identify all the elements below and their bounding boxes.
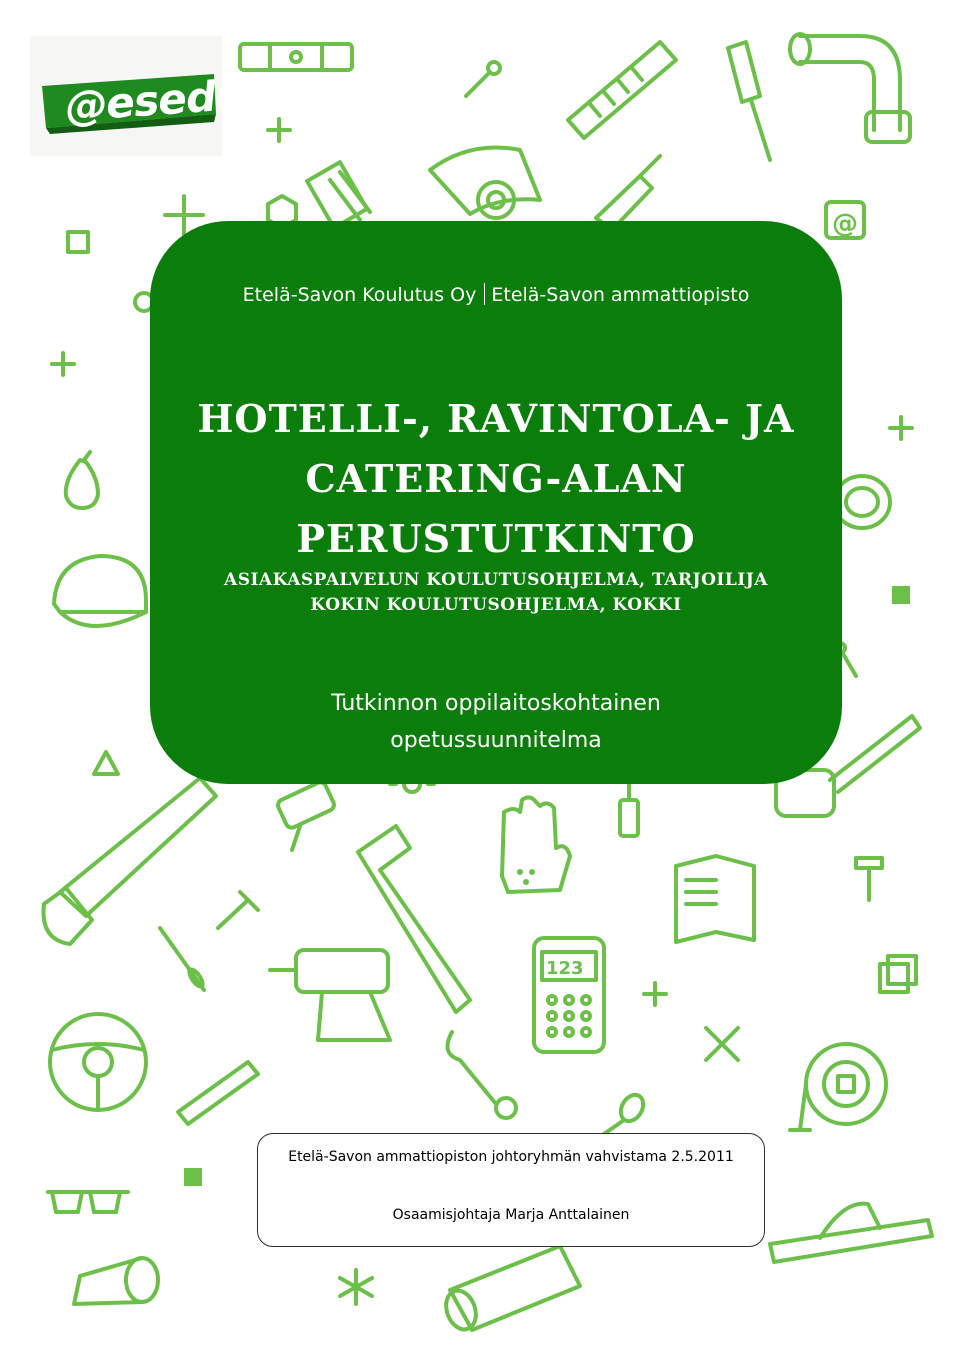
title-line: CATERING-ALAN [305, 456, 687, 501]
pencil-icon [178, 1062, 258, 1124]
knife-icon [596, 156, 660, 230]
school-name: Etelä-Savon ammattiopisto [491, 284, 750, 306]
approver-name: Osaamisjohtaja Marja Anttalainen [392, 1207, 630, 1223]
square-filled-icon [184, 1168, 202, 1186]
document-title [150, 389, 842, 569]
title-line: HOTELLI-, RAVINTOLA- JA [197, 396, 795, 441]
separator [484, 283, 485, 305]
approval-box [257, 1133, 765, 1247]
organization-line [150, 283, 842, 306]
organization-name: Etelä-Savon Koulutus Oy [242, 284, 477, 306]
hand-plane-icon [770, 1204, 932, 1262]
esedu-logo [30, 36, 248, 156]
log-icon [441, 1246, 580, 1334]
pipe-icon [790, 34, 910, 142]
cross-icon [706, 1028, 738, 1060]
title-card [150, 221, 842, 784]
paint-roller-icon [276, 780, 336, 850]
cap-icon [54, 556, 146, 626]
wrench-icon [448, 1032, 517, 1118]
bolt-icon [856, 858, 882, 900]
needle-icon [160, 928, 205, 990]
paper-roll-icon [430, 148, 540, 219]
square-outline-icon [68, 232, 88, 252]
comb-icon [568, 42, 676, 138]
approval-statement: Etelä-Savon ammattiopiston johtoryhmän vahvistama 2.5.2011 [288, 1149, 734, 1165]
asterisk-icon [340, 1270, 372, 1304]
plug-icon [620, 782, 638, 836]
safety-glasses-icon [48, 1192, 128, 1212]
tape-roll-icon [74, 1258, 158, 1304]
logo-wordmark: @esedu [62, 69, 248, 132]
square-filled-icon [892, 586, 910, 604]
document-subtitle [150, 568, 842, 618]
email-icon [826, 202, 864, 239]
subtitle-line: KOKIN KOULUTUSOHJELMA, KOKKI [310, 595, 682, 615]
svg-text:123: 123 [546, 958, 584, 979]
cable-reel-icon [790, 1044, 886, 1130]
calculator-icon [534, 938, 604, 1052]
file-icon [307, 162, 370, 228]
spirit-level-icon [240, 44, 352, 70]
pear-icon [66, 452, 98, 508]
pin-icon [466, 62, 500, 96]
plan-line: Tutkinnon oppilaitoskohtainen [331, 691, 661, 716]
spoon-icon [604, 1091, 648, 1134]
glove-icon [502, 797, 570, 892]
svg-text:@: @ [832, 209, 858, 239]
title-line: PERUSTUTKINTO [296, 516, 696, 561]
steering-wheel-icon [50, 1014, 146, 1110]
pipe-wrench-icon [358, 826, 470, 1012]
saw-icon [44, 778, 216, 944]
plan-description [150, 685, 842, 759]
drill-icon [270, 950, 390, 1040]
booklet-icon [676, 856, 754, 942]
screwdriver-icon [728, 42, 770, 160]
triangle-icon [94, 752, 118, 774]
plate-icon [834, 476, 890, 528]
subtitle-line: ASIAKASPALVELUN KOULUTUSOHJELMA, TARJOILIJA [224, 570, 768, 590]
nail-icon [218, 892, 258, 928]
cube-icon [880, 956, 916, 992]
plan-line: opetussuunnitelma [390, 728, 602, 753]
